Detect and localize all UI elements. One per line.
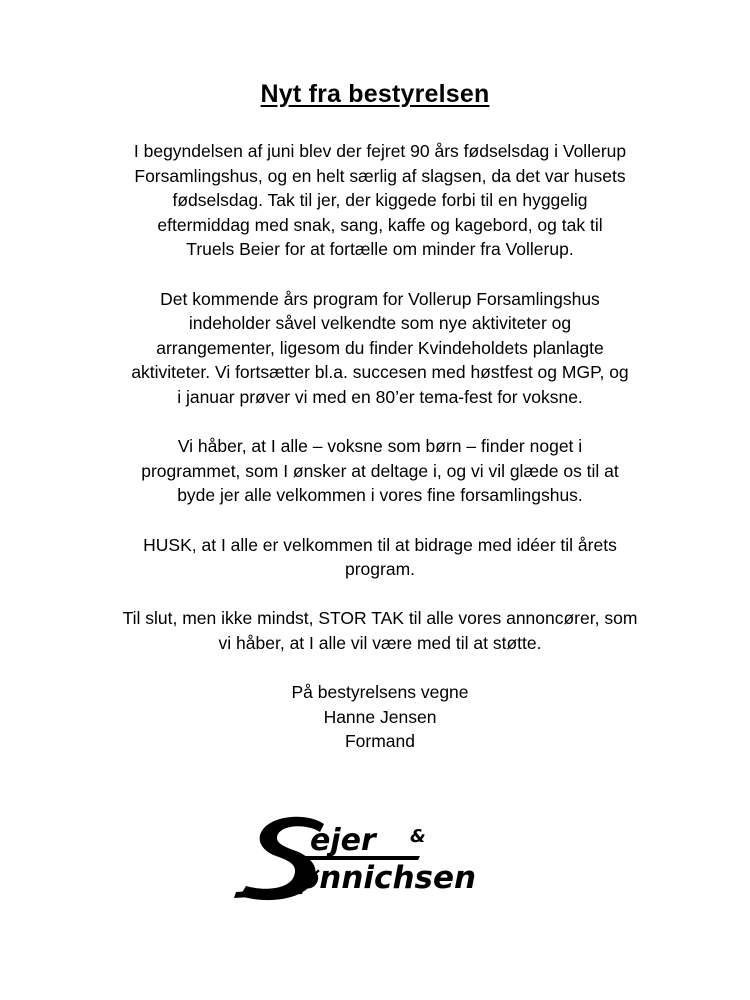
paragraph-line: fødselsdag. Tak til jer, der kiggede forbi til en hyggelig [172, 190, 588, 211]
signature-name: Hanne Jensen [323, 706, 437, 727]
logo-word-1: ejer [310, 823, 376, 858]
logo-graphic [232, 810, 552, 905]
paragraph-line: HUSK, at I alle er velkommen til at bidrage med idéer til årets [143, 534, 617, 555]
paragraph-line: I begyndelsen af juni blev der fejret 90 års fødselsdag i Vollerup [133, 141, 627, 161]
paragraph-line: vi håber, at I alle vil være med til at støtte. [218, 632, 542, 653]
paragraph-line: indeholder såvel velkendte som nye aktiviteter og [188, 313, 572, 334]
paragraph-line: aktiviteter. Vi fortsætter bl.a. succesen med høstfest og MGP, og [131, 362, 629, 383]
signature-line: På bestyrelsens vegne [291, 682, 469, 703]
paragraph-line: Det kommende års program for Vollerup Forsamlingshus [160, 288, 600, 309]
letter-body [95, 139, 665, 754]
paragraph-line: programmet, som I ønsker at deltage i, og vi vil glæde os til at [141, 460, 619, 481]
paragraph-line: Til slut, men ikke mindst, STOR TAK til alle vores annoncører, som [122, 608, 638, 629]
page-title: Nyt fra bestyrelsen [260, 80, 490, 108]
paragraph-line: Vi håber, at I alle – voksne som børn – finder noget i [177, 436, 583, 457]
paragraph-line: Forsamlingshus, og en helt særlig af slagsen, da det var husets [134, 165, 626, 186]
logo-ampersand: & [410, 826, 426, 847]
paragraph-line: arrangementer, ligesom du finder Kvindeholdets planlagte [156, 337, 604, 358]
logo-word-2: ønnichsen [298, 860, 477, 896]
sponsor-logo [232, 810, 552, 905]
signature-block [95, 680, 665, 754]
paragraph-line: byde jer alle velkommen i vores fine forsamlingshus. [177, 485, 583, 506]
paragraph-2 [95, 287, 665, 410]
paragraph-3 [95, 434, 665, 508]
paragraph-5 [95, 606, 665, 655]
paragraph-line: Truels Beier for at fortælle om minder fra Vollerup. [186, 239, 574, 260]
paragraph-line: eftermiddag med snak, sang, kaffe og kagebord, og tak til [157, 214, 603, 235]
paragraph-line: i januar prøver vi med en 80’er tema-fest for voksne. [177, 386, 583, 407]
paragraph-4 [95, 533, 665, 582]
signature-role: Formand [344, 731, 416, 752]
paragraph-line: program. [344, 559, 416, 580]
paragraph-1 [95, 139, 665, 262]
